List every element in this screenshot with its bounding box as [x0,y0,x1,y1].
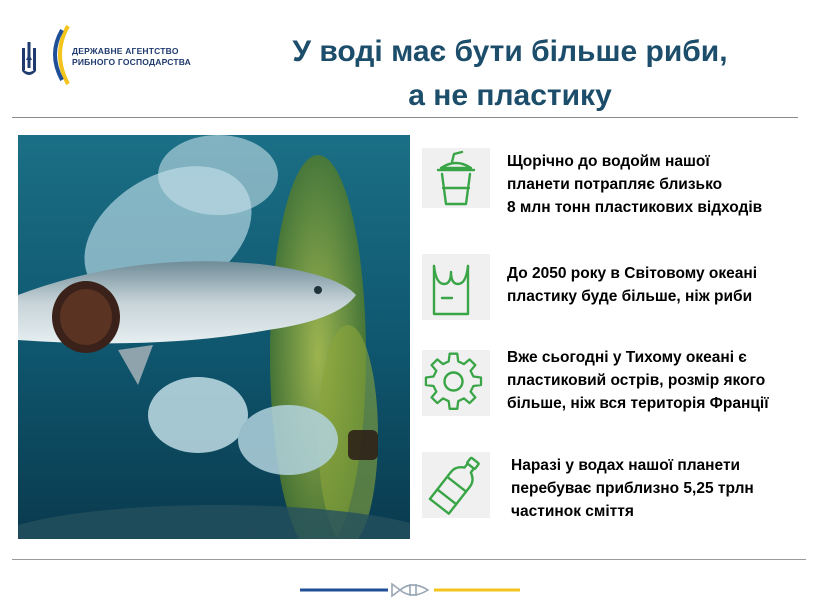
fact-4-line-3: частинок сміття [511,503,634,520]
fact-1-line-1: Щорічно до водойм нашої [507,153,710,170]
plastic-bag-icon [422,254,490,320]
fact-3-icon-box [422,350,490,410]
page-title [230,30,790,118]
top-divider [12,117,798,118]
fact-1-line-2: планети потрапляє близько [507,176,723,193]
fact-1-icon-box [422,148,490,208]
fact-4-line-1: Наразі у водах нашої планети [511,457,741,474]
agency-name [72,46,222,68]
plastic-cup-icon [422,148,490,208]
agency-name-line-1: ДЕРЖАВНЕ АГЕНТСТВО [72,46,179,56]
fact-3-line-3: більше, ніж вся територія Франції [507,395,769,412]
title-line-1: У воді має бути більше риби, [292,35,728,68]
fact-1-line-3: 8 млн тонн пластикових відходів [507,199,763,216]
title-line-2: а не пластику [408,79,612,112]
fact-3-line-1: Вже сьогодні у Тихому океані є [507,349,747,366]
fact-4-text [511,454,754,523]
footer-decoration [300,576,520,604]
fact-2-icon-box [422,254,490,314]
fish-outline-icon [300,576,520,604]
fact-2-line-2: пластику буде більше, ніж риби [507,288,753,305]
fact-2-line-1: До 2050 року в Світовому океані [507,265,758,282]
fact-4-line-2: перебуває приблизно 5,25 трлн [511,480,754,497]
fish-and-plastic-photo [18,135,410,539]
gear-icon [422,350,490,416]
fact-1-text [507,150,762,219]
fact-4-icon-box [422,452,490,512]
agency-name-line-2: РИБНОГО ГОСПОДАРСТВА [72,57,192,67]
fact-2-text [507,262,757,308]
bottom-divider [12,559,806,560]
plastic-bottle-icon [422,452,490,518]
fact-3-text [507,346,769,415]
fact-3-line-2: пластиковий острів, розмір якого [507,372,766,389]
